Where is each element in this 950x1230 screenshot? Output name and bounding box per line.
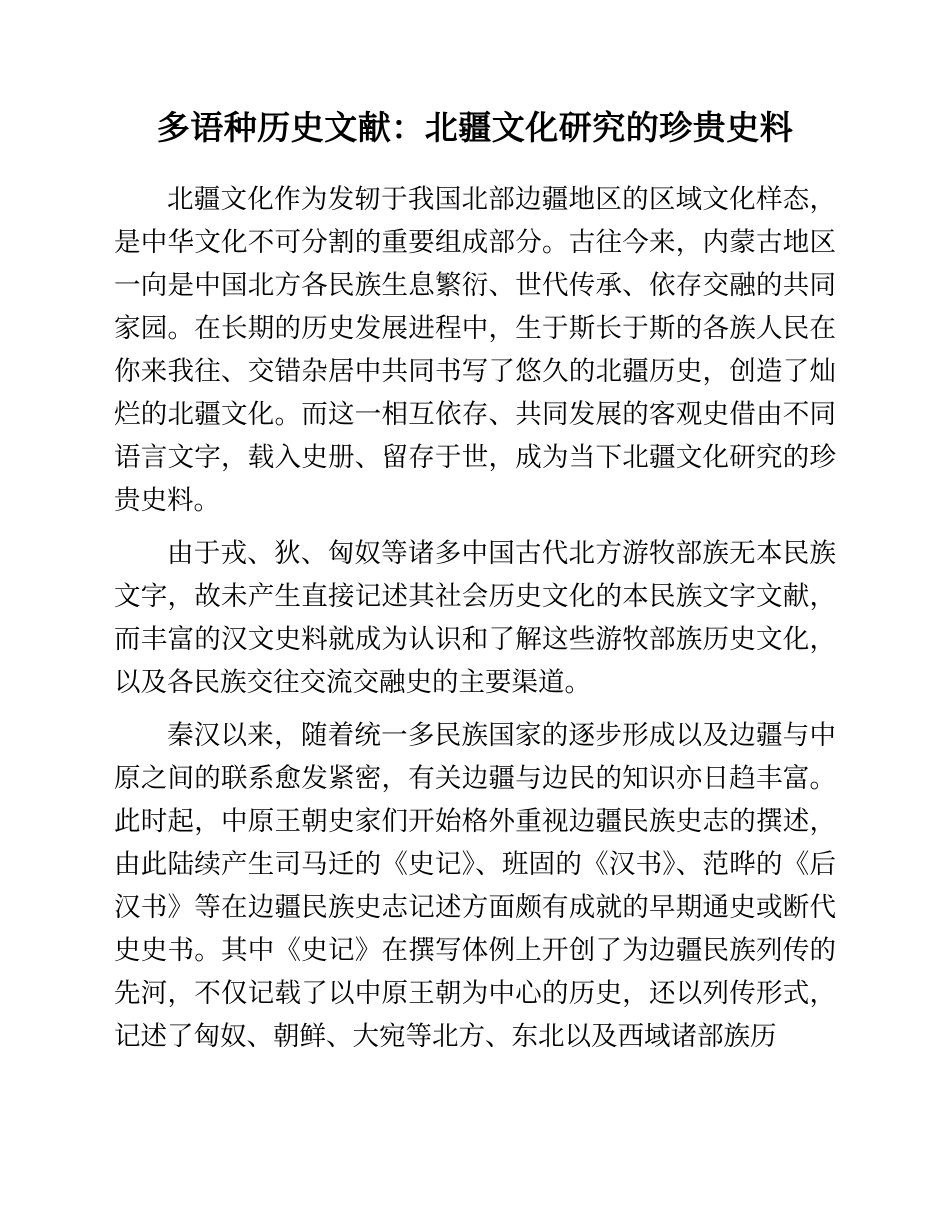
paragraph-1: 北疆文化作为发轫于我国北部边疆地区的区域文化样态，是中华文化不可分割的重要组成部分。古往今来，内蒙古地区一向是中国北方各民族生息繁衍、世代传承、依存交融的共同家园。在长期的历史发展进程中，生于斯长于斯的各族人民在你来我往、交错杂居中共同书写了悠久的北疆历史，创造了灿烂的北疆文化。而这一相互依存、共同发展的客观史借由不同语言文字，载入史册、留存于世，成为当下北疆文化研究的珍贵史料。 (114, 184, 836, 515)
paragraph-2: 由于戎、狄、匈奴等诸多中国古代北方游牧部族无本民族文字，故未产生直接记述其社会历史文化的本民族文字文献，而丰富的汉文史料就成为认识和了解这些游牧部族历史文化，以及各民族交往交流交融史的主要渠道。 (114, 538, 836, 697)
paragraph-3: 秦汉以来，随着统一多民族国家的逐步形成以及边疆与中原之间的联系愈发紧密，有关边疆与边民的知识亦日趋丰富。此时起，中原王朝史家们开始格外重视边疆民族史志的撰述，由此陆续产生司马迁的《史记》、班固的《汉书》、范晔的《后汉书》等在边疆民族史志记述方面颇有成就的早期通史或断代史史书。其中《史记》在撰写体例上开创了为边疆民族列传的先河，不仅记载了以中原王朝为中心的历史，还以列传形式，记述了匈奴、朝鲜、大宛等北方、东北以及西域诸部族历 (114, 720, 836, 1051)
document-title: 多语种历史文献：北疆文化研究的珍贵史料 (156, 109, 794, 146)
